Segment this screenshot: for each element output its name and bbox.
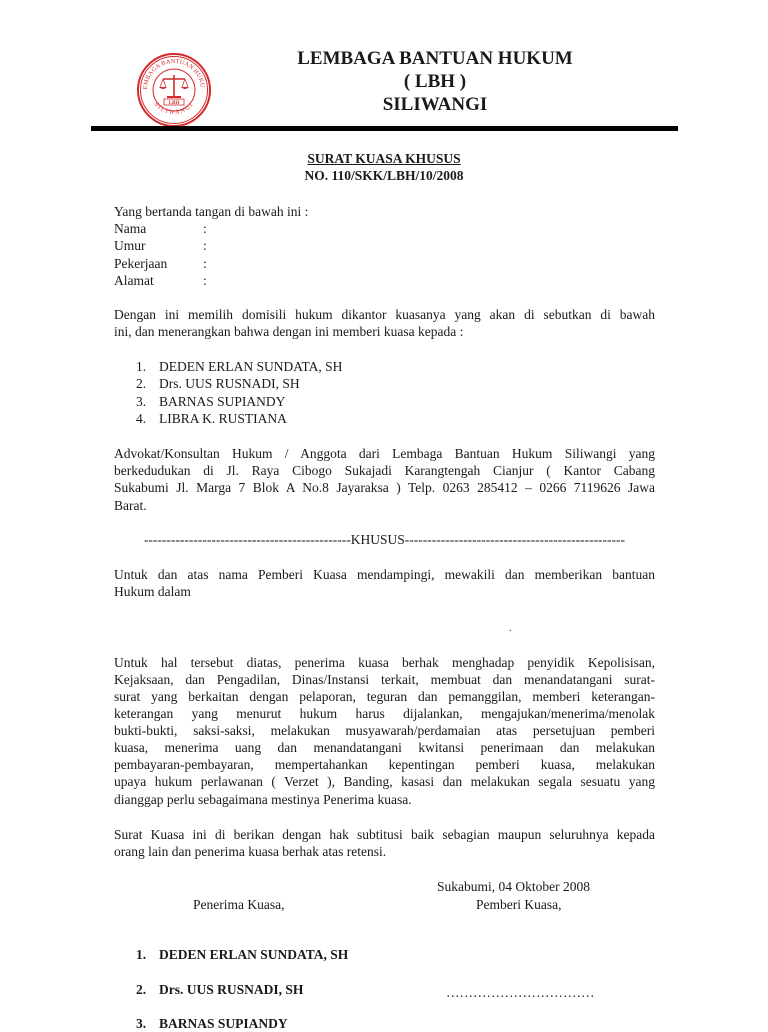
powers-line-9: dianggap perlu sebagaimana mestinya Penerima kuasa.: [114, 792, 412, 807]
signatory-num: 2.: [136, 982, 147, 997]
powers-line-3: surat yang berkaitan dengan pelaporan, teguran dan pemanggilan, memberi keterangan-: [114, 689, 655, 704]
intro-text: Yang bertanda tangan di bawah ini :: [114, 204, 309, 219]
field-label-alamat: Alamat: [114, 273, 154, 288]
domicile-line-2: ini, dan menerangkan bahwa dengan ini memberi kuasa kepada :: [114, 324, 464, 339]
field-label-nama: Nama: [114, 221, 147, 236]
attorney-name: Drs. UUS RUSNADI, SH: [159, 376, 300, 391]
field-colon: :: [203, 238, 207, 253]
advocate-line-4: Barat.: [114, 498, 147, 513]
substitution-line-1: Surat Kuasa ini di berikan dengan hak subtitusi baik sebagian maupun seluruhnya kepada: [114, 827, 655, 842]
header-line-1: LEMBAGA BANTUAN HUKUM: [297, 48, 573, 69]
letter-title: SURAT KUASA KHUSUS: [307, 151, 461, 166]
signatory-name: DEDEN ERLAN SUNDATA, SH: [159, 947, 349, 962]
advocate-line-2: berkedudukan di Jl. Raya Cibogo Sukajadi Karangtengah Cianjur ( Kantor Cabang: [114, 463, 655, 478]
advocate-line-1: Advokat/Konsultan Hukum / Anggota dari Lembaga Bantuan Hukum Siliwangi yang: [114, 446, 655, 461]
attorney-num: 2.: [136, 376, 147, 391]
powers-line-5: bukti-bukti, saksi-saksi, melakukan musyawarah/perdamaian atas persetujuan pemberi: [114, 723, 655, 738]
powers-line-1: Untuk hal tersebut diatas, penerima kuasa berhak menghadap penyidik Kepolisisan,: [114, 655, 655, 670]
stray-dot: .: [509, 623, 512, 634]
attorney-name: BARNAS SUPIANDY: [159, 394, 286, 409]
behalf-line-1: Untuk dan atas nama Pemberi Kuasa mendampingi, mewakili dan memberikan bantuan: [114, 567, 655, 582]
powers-line-6: kuasa, menerima uang dan menandatangani kwitansi penerimaan dan melakukan: [114, 740, 655, 755]
domicile-line-1: Dengan ini memilih domisili hukum dikantor kuasanya yang akan di sebutkan di bawah: [114, 307, 655, 322]
powers-line-4: keterangan yang menurut hukum harus dijalankan, mengajukan/menerima/menolak: [114, 706, 655, 721]
khusus-divider: ----------------------------------------------KHUSUS-------------------------------------------------: [143, 532, 626, 547]
field-label-umur: Umur: [114, 238, 146, 253]
header-rule: [91, 126, 678, 131]
behalf-line-2: Hukum dalam: [114, 584, 191, 599]
attorney-num: 4.: [136, 411, 147, 426]
logo-center-text: LBH: [168, 101, 180, 106]
logo-ring-text: EMBAGA BANTUAN HUKU: [141, 57, 206, 90]
letter-number: NO. 110/SKK/LBH/10/2008: [304, 168, 464, 183]
lbh-seal-icon: [136, 52, 212, 128]
logo-bottom-text: SILIWANGI: [152, 100, 196, 117]
signatory-num: 1.: [136, 947, 147, 962]
header-line-3: SILIWANGI: [382, 94, 488, 115]
attorney-num: 1.: [136, 359, 147, 374]
signature-line: ……………………………: [446, 985, 595, 1000]
powers-line-2: Kejaksaan, dan Pengadilan, Dinas/Instansi terkait, membuat dan menandatangani surat-: [114, 672, 655, 687]
lbh-logo: [136, 52, 212, 128]
attorney-num: 3.: [136, 394, 147, 409]
signatory-num: 3.: [136, 1016, 147, 1031]
field-colon: :: [203, 273, 207, 288]
field-label-pekerjaan: Pekerjaan: [114, 256, 168, 271]
signatory-name: BARNAS SUPIANDY: [159, 1016, 288, 1031]
giver-label: Pemberi Kuasa,: [476, 897, 562, 912]
header-line-2: ( LBH ): [403, 71, 467, 92]
powers-line-8: upaya hukum perlawanan ( Verzet ), Banding, kasasi dan melakukan segala sesuatu yang: [114, 774, 655, 789]
field-colon: :: [203, 221, 207, 236]
powers-line-7: pembayaran-pembayaran, mempertahankan kepentingan pemberi kuasa, melakukan: [114, 757, 655, 772]
place-date: Sukabumi, 04 Oktober 2008: [437, 879, 590, 894]
signatory-name: Drs. UUS RUSNADI, SH: [159, 982, 304, 997]
field-colon: :: [203, 256, 207, 271]
attorney-name: LIBRA K. RUSTIANA: [159, 411, 287, 426]
advocate-line-3: Sukabumi Jl. Marga 7 Blok A No.8 Jayaraksa ) Telp. 0263 285412 – 0266 7119626 Jawa: [114, 480, 655, 495]
substitution-line-2: orang lain dan penerima kuasa berhak atas retensi.: [114, 844, 387, 859]
receiver-label: Penerima Kuasa,: [193, 897, 285, 912]
attorney-name: DEDEN ERLAN SUNDATA, SH: [159, 359, 343, 374]
